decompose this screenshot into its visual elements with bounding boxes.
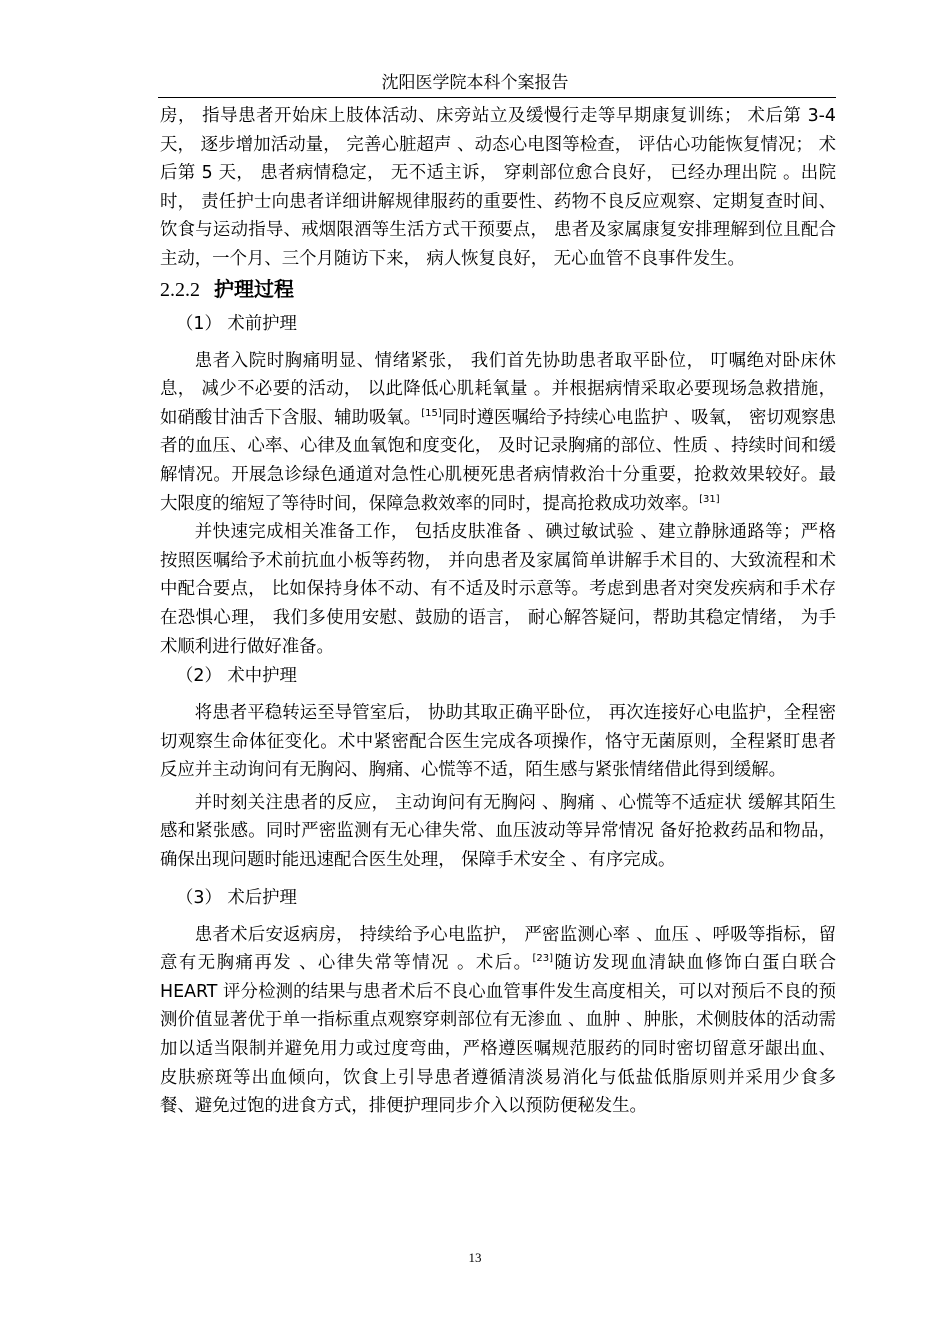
intraop-heading: （2） 术中护理 (176, 666, 297, 687)
citation-15: [15] (421, 407, 442, 419)
preop-paragraph-1-text-b: 同时遵医嘱给予持续心电监护 、吸氧， 密切观察患者的血压、心率、心律及血氧饱和度变化， 及时记录胸痛的部位、性质 、持续时间和缓解情况。开展急诊绿色通道对急性心肌梗死患者病情救治十分重要，抢救效果较好。最大限度的缩短了等待时间，保障急救效率的同时，提高抢救成功效率。 (160, 407, 836, 514)
section-title: 护理过程 (214, 276, 294, 301)
section-number: 2.2.2 (160, 278, 200, 301)
page-number: 13 (468, 1250, 482, 1265)
section-heading (160, 274, 836, 305)
postop-paragraph-1-text-a: 患者术后安返病房， 持续给予心电监护， 严密监测心率 、血压 、呼吸等指标，留意有无胸痛再发 、心律失常等情况 。术后。 (160, 924, 836, 974)
preop-paragraph-1 (160, 347, 836, 519)
preop-paragraph-2: 并快速完成相关准备工作， 包括皮肤准备 、碘过敏试验 、建立静脉通路等；严格按照医嘱给予术前抗血小板等药物， 并向患者及家属简单讲解手术目的、大致流程和术中配合要点， 比如保持身体不动、有不适及时示意等。考虑到患者对突发疾病和手术存在恐惧心理， 我们多使用安慰、鼓励的语言， 耐心解答疑问，帮助其稳定情绪， 为手术顺利进行做好准备。 (160, 522, 836, 657)
citation-31: [31] (699, 493, 720, 505)
running-header: 沈阳医学院本科个案报告 (381, 73, 569, 93)
intraop-paragraph-2: 并时刻关注患者的反应， 主动询问有无胸闷 、胸痛 、心慌等不适症状 缓解其陌生感和紧张感。同时严密监测有无心律失常、血压波动等异常情况 备好抢救药品和物品， 确保出现问题时能迅速配合医生处理， 保障手术安全 、有序完成。 (160, 792, 836, 871)
postop-paragraph-1 (160, 921, 836, 1121)
page-content (160, 102, 836, 1121)
preop-heading: （1） 术前护理 (176, 313, 297, 334)
continuation-paragraph: 房， 指导患者开始床上肢体活动、床旁站立及缓慢行走等早期康复训练； 术后第 3-4 天， 逐步增加活动量， 完善心脏超声 、动态心电图等检查， 评估心功能恢复情况； 术后第 5 天， 患者病情稳定， 无不适主诉， 穿刺部位愈合良好， 已经办理出院 。出院时， 责任护士向患者详细讲解规律服药的重要性、药物不良反应观察、定期复查时间、饮食与运动指导、戒烟限酒等生活方式干预要点， 患者及家属康复安排理解到位且配合主动，一个月、三个月随访下来， 病人恢复良好， 无心血管不良事件发生。 (160, 106, 836, 269)
intraop-paragraph-1: 将患者平稳转运至导管室后， 协助其取正确平卧位， 再次连接好心电监护，全程密切观察生命体征变化。术中紧密配合医生完成各项操作，恪守无菌原则，全程紧盯患者反应并主动询问有无胸闷、胸痛、心慌等不适，陌生感与紧张情绪借此得到缓解。 (160, 703, 836, 781)
preop-paragraph-1-text-a: 患者入院时胸痛明显、情绪紧张， 我们首先协助患者取平卧位， 叮嘱绝对卧床休息， 减少不必要的活动， 以此降低心肌耗氧量 。并根据病情采取必要现场急救措施，如硝酸甘油舌下含服、辅助吸氧。 (160, 350, 836, 428)
header-rule (158, 97, 836, 98)
postop-heading: （3） 术后护理 (176, 887, 297, 908)
postop-paragraph-1-text-b: 随访发现血清缺血修饰白蛋白联合 HEART 评分检测的结果与患者术后不良心血管事件发生高度相关，可以对预后不良的预测价值显著优于单一指标重点观察穿刺部位有无渗血 、血肿 、肿胀，术侧肢体的活动需加以适当限制并避免用力或过度弯曲，严格遵医嘱规范服药的同时密切留意牙龈出血、皮肤瘀斑等出血倾向，饮食上引导患者遵循清淡易消化与低盐低脂原则并采用少食多餐、避免过饱的进食方式，排便护理同步介入以预防便秘发生。 (160, 953, 836, 1117)
citation-23: [23] (532, 953, 553, 965)
